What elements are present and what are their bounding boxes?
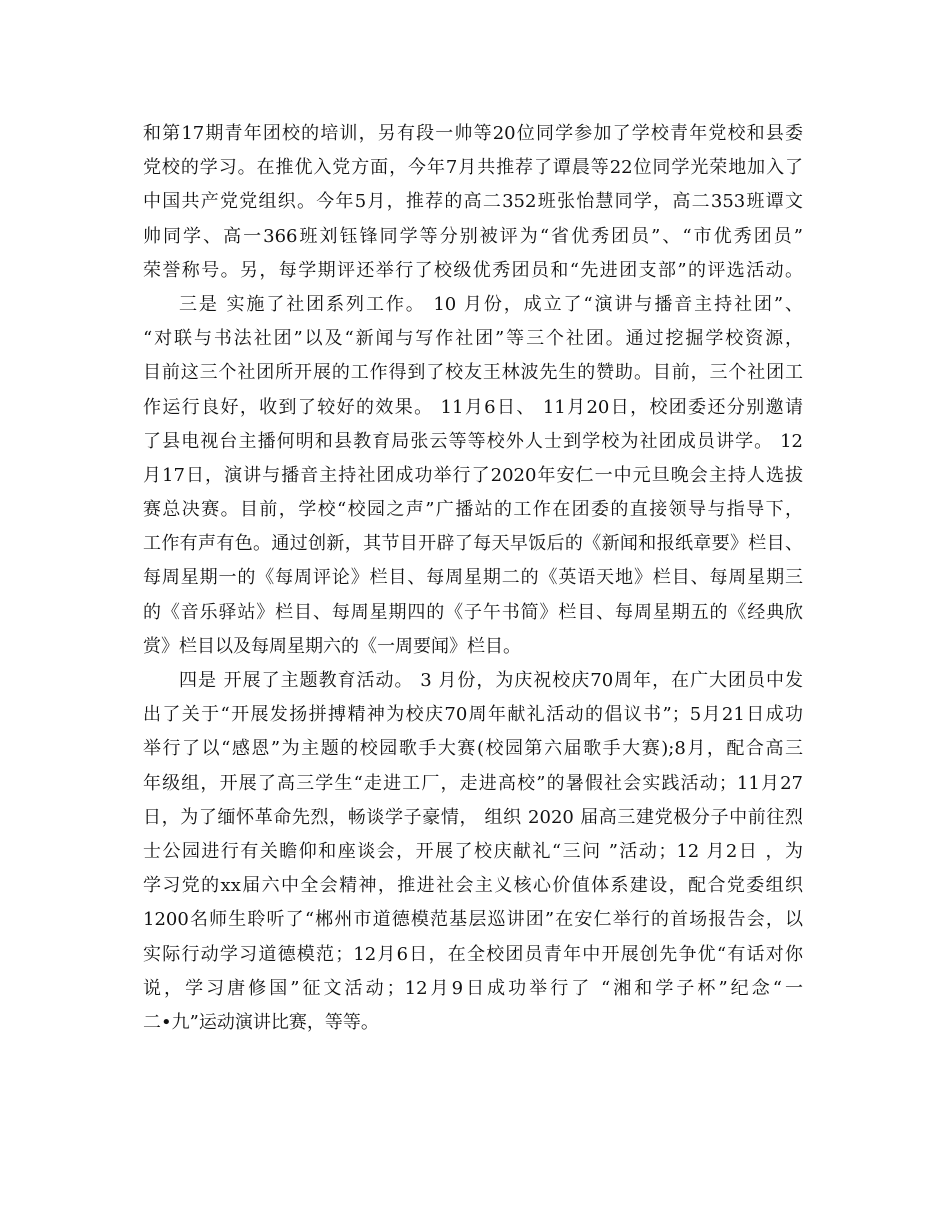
text-line: 士公园进行有关瞻仰和座谈会，开展了校庆献礼“三问 ”活动；12 月2日 ，为 (143, 840, 803, 862)
text-line: 举行了以“感恩”为主题的校园歌手大赛(校园第六届歌手大赛);8月，配合高三 (143, 738, 803, 760)
paragraph-first-line: 三是 实施了社团系列工作。 10 月份，成立了“演讲与播音主持社团”、 (179, 293, 803, 315)
text-line: 荣誉称号。另，每学期评还举行了校级优秀团员和“先进团支部”的评选活动。 (143, 259, 803, 281)
text-line: 月17日，演讲与播音主持社团成功举行了2020年安仁一中元旦晚会主持人选拔 (143, 464, 803, 486)
text-line: 帅同学、高一366班刘钰锋同学等分别被评为“省优秀团员”、“市优秀团员” (143, 225, 803, 247)
text-line: 和第17期青年团校的培训，另有段一帅等20位同学参加了学校青年党校和县委 (143, 123, 803, 144)
text-line: 工作有声有色。通过创新，其节目开辟了每天早饭后的《新闻和报纸章要》栏目、 (143, 533, 803, 555)
text-line: 说，学习唐修国”征文活动；12月9日成功举行了 “湘和学子杯”纪念“一 (143, 977, 803, 999)
text-line: 党校的学习。在推优入党方面，今年7月共推荐了谭晨等22位同学光荣地加入了 (143, 157, 803, 179)
text-line: 日，为了缅怀革命先烈，畅谈学子豪情， 组织 2020 届高三建党极分子中前往烈 (143, 806, 803, 828)
text-line: 1200名师生聆听了“郴州市道德模范基层巡讲团”在安仁举行的首场报告会，以 (143, 909, 803, 931)
text-line: 作运行良好，收到了较好的效果。 11月6日、 11月20日，校团委还分别邀请 (143, 396, 803, 418)
paragraph-first-line: 四是 开展了主题教育活动。 3 月份，为庆祝校庆70周年，在广大团员中发 (179, 670, 803, 691)
text-line: “对联与书法社团”以及“新闻与写作社团”等三个社团。通过挖掘学校资源， (143, 328, 803, 350)
document-body (143, 117, 803, 1040)
text-line: 赛总决赛。目前，学校“校园之声”广播站的工作在团委的直接领导与指导下， (143, 499, 803, 521)
text-line: 了县电视台主播何明和县教育局张云等等校外人士到学校为社团成员讲学。 12 (143, 430, 803, 452)
paragraph-last-line: 赏》栏目以及每周星期六的《一周要闻》栏目。 (143, 635, 521, 657)
text-line: 目前这三个社团所开展的工作得到了校友王林波先生的赞助。目前，三个社团工 (143, 362, 803, 384)
text-line: 的《音乐驿站》栏目、每周星期四的《子午书简》栏目、每周星期五的《经典欣 (143, 601, 803, 623)
text-line: 中国共产党党组织。今年5月，推荐的高二352班张怡慧同学，高二353班谭文 (143, 191, 803, 213)
text-line: 学习党的xx届六中全会精神，推进社会主义核心价值体系建设，配合党委组织 (143, 875, 803, 897)
paragraph-last-line: 二•九”运动演讲比赛，等等。 (143, 1011, 379, 1033)
text-line: 每周星期一的《每周评论》栏目、每周星期二的《英语天地》栏目、每周星期三 (143, 567, 803, 589)
text-line: 出了关于“开展发扬拼搏精神为校庆70周年献礼活动的倡议书”；5月21日成功 (143, 704, 803, 726)
text-line: 年级组，开展了高三学生“走进工厂，走进高校”的暑假社会实践活动；11月27 (143, 772, 803, 794)
text-line: 实际行动学习道德模范；12月6日，在全校团员青年中开展创先争优“有话对你 (143, 943, 803, 965)
